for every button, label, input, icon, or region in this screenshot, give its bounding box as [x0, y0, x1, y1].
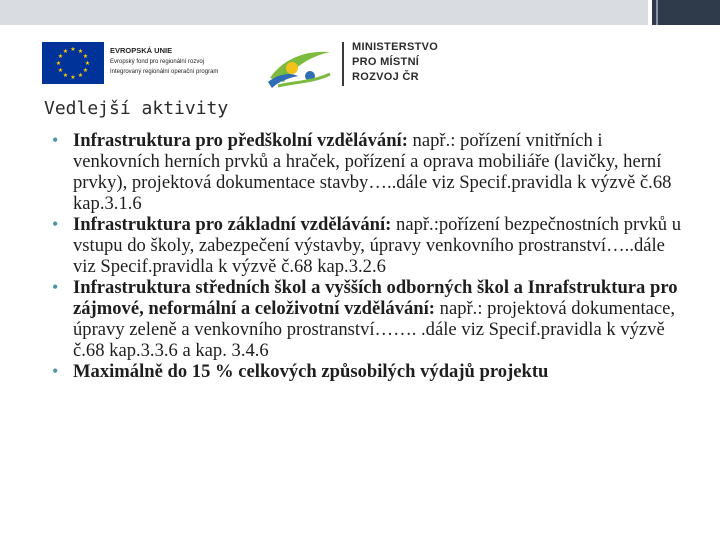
svg-text:★: ★: [77, 72, 84, 79]
ministry-logo-icon: [264, 38, 336, 90]
slide-title: Vedlejší aktivity: [44, 98, 229, 119]
svg-text:★: ★: [82, 67, 89, 74]
bullet-bold-text: Maximálně do 15 % celkových způsobilých výdajů projektu: [73, 361, 549, 382]
eu-logo-title: EVROPSKÁ UNIE: [110, 46, 173, 55]
top-bar-light-segment: [0, 0, 652, 25]
bullet-text: např.:pořízení bezpečnostních prvků u vstupu do školy, zabezpečení výstavby, úpravy venkovního prostranství…..dále viz Specif.pravidla k výzvě č.68 kap.3.2.6: [73, 214, 682, 277]
bullet-item: [52, 277, 692, 361]
svg-text:★: ★: [84, 60, 91, 67]
eu-logo-text: [110, 45, 218, 77]
top-bar-accent-line: [656, 0, 658, 25]
svg-text:★: ★: [70, 74, 76, 81]
svg-text:★: ★: [70, 46, 76, 53]
bullet-bold-text: Infrastruktura pro základní vzdělávání:: [73, 214, 392, 235]
logo-banner: [42, 38, 462, 90]
ministry-logo-line-2: PRO MÍSTNÍ: [352, 56, 420, 68]
svg-text:★: ★: [57, 53, 64, 60]
ministry-logo-text: [352, 40, 438, 85]
eu-logo-program: Integrovaný regionální operační program: [110, 69, 219, 75]
svg-text:★: ★: [62, 72, 69, 79]
top-bar-dark-segment: [652, 0, 720, 25]
svg-text:★: ★: [77, 48, 84, 55]
bullet-text: např.: projektová dokumentace, úpravy zeleně a venkovního prostranství……. .dále viz Specif.pravidla k výzvě č.68 kap.3.3.6 a kap. 3.4.6: [73, 298, 676, 361]
bullet-item: [52, 130, 692, 214]
eu-stars-graphic: [42, 42, 104, 84]
bullet-bold-text: Infrastruktura pro předškolní vzdělávání:: [73, 130, 408, 151]
bullet-text: např.: pořízení vnitřních i venkovních herních prvků a hraček, pořízení a oprava mobiliáře (lavičky, herní prvky), projektová dokumentace stavby…..dále viz Specif.pravidla k výzvě č.68 kap.3.1.6: [73, 130, 672, 214]
eu-flag-icon: [42, 42, 104, 84]
svg-text:★: ★: [82, 53, 89, 60]
bullet-item: [52, 214, 692, 277]
bullet-list: [52, 130, 692, 382]
bullet-item: [52, 361, 692, 382]
top-decorative-bar: [0, 0, 720, 25]
bullet-bold-text: Infrastruktura středních škol a vyšších odborných škol a Inrafstruktura pro zájmové, neformální a celoživotní vzdělávání:: [73, 277, 678, 319]
svg-text:★: ★: [62, 48, 69, 55]
ministry-emblem-graphic: [264, 38, 336, 90]
ministry-logo-divider: [342, 42, 344, 86]
svg-text:★: ★: [57, 67, 64, 74]
ministry-logo-line-1: MINISTERSTVO: [352, 41, 439, 53]
ministry-logo-line-3: ROZVOJ ČR: [352, 71, 419, 83]
eu-logo-fund: Evropský fond pro regionální rozvoj: [110, 59, 205, 65]
svg-text:★: ★: [55, 60, 62, 67]
